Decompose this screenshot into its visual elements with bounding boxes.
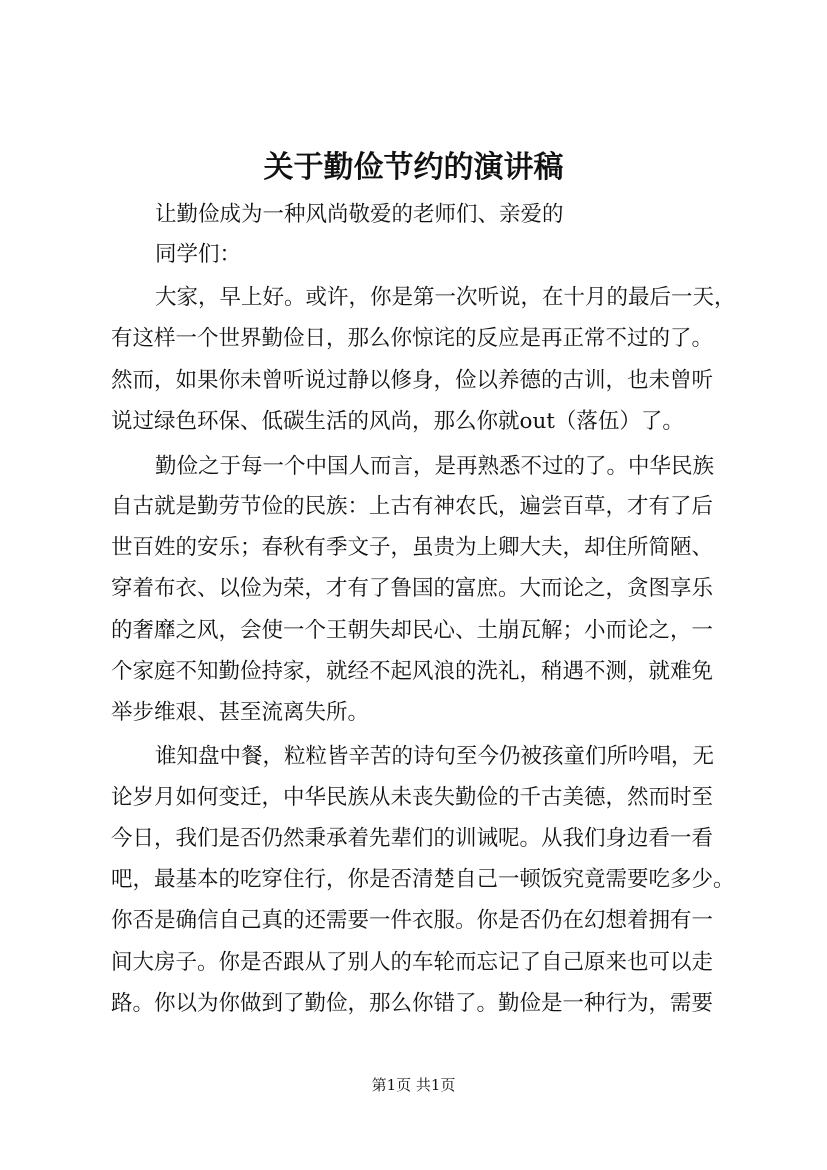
body-line: 自古就是勤劳节俭的民族：上古有神农氏，遍尝百草，才有了后 <box>111 494 714 519</box>
body-line: 举步维艰、甚至流离失所。 <box>111 700 370 725</box>
body-line: 穿着布衣、以俭为荣，才有了鲁国的富庶。大而论之，贪图享乐 <box>111 576 714 601</box>
body-line: 世百姓的安乐；春秋有季文子，虽贵为上卿大夫，却住所简陋、 <box>111 535 714 560</box>
body-line: 同学们： <box>155 242 242 267</box>
body-line: 有这样一个世界勤俭日，那么你惊诧的反应是再正常不过的了。 <box>111 326 714 351</box>
body-line: 路。你以为你做到了勤俭，那么你错了。勤俭是一种行为，需要 <box>111 991 714 1016</box>
body-line: 间大房子。你是否跟从了别人的车轮而忘记了自己原来也可以走 <box>111 950 714 975</box>
body-line: 你否是确信自己真的还需要一件衣服。你是否仍在幻想着拥有一 <box>111 908 714 933</box>
body-line: 论岁月如何变迁，中华民族从未丧失勤俭的千古美德，然而时至 <box>111 785 714 810</box>
body-line: 说过绿色环保、低碳生活的风尚，那么你就out（落伍）了。 <box>111 409 684 434</box>
document-title: 关于勤俭节约的演讲稿 <box>263 150 564 185</box>
body-line: 勤俭之于每一个中国人而言，是再熟悉不过的了。中华民族 <box>155 454 715 479</box>
body-line: 的奢靡之风，会使一个王朝失却民心、土崩瓦解；小而论之，一 <box>111 618 714 643</box>
body-line: 吧，最基本的吃穿住行，你是否清楚自己一顿饭究竟需要吃多少。 <box>111 867 735 892</box>
body-line: 大家，早上好。或许，你是第一次听说，在十月的最后一天， <box>155 285 736 310</box>
page-footer: 第1页 共1页 <box>371 1076 456 1094</box>
body-line: 个家庭不知勤俭持家，就经不起风浪的洗礼，稍遇不测，就难免 <box>111 659 714 684</box>
body-line: 让勤俭成为一种风尚敬爱的老师们、亲爱的 <box>155 202 564 227</box>
body-line: 谁知盘中餐，粒粒皆辛苦的诗句至今仍被孩童们所吟唱，无 <box>155 744 715 769</box>
body-line: 今日，我们是否仍然秉承着先辈们的训诫呢。从我们身边看一看 <box>111 826 714 851</box>
body-line: 然而，如果你未曾听说过静以修身，俭以养德的古训，也未曾听 <box>111 368 714 393</box>
